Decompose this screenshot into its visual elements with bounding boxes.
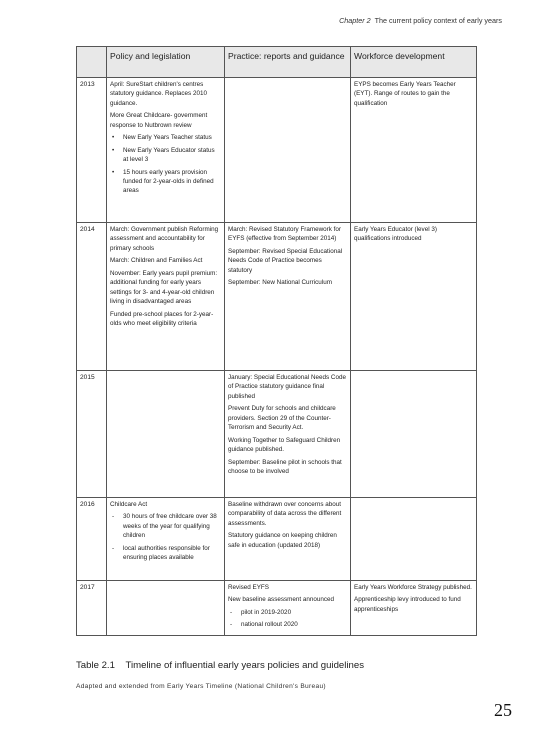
- policy-cell: [107, 78, 225, 223]
- timeline-table: [76, 46, 477, 636]
- list-item: - pilot in 2019-2020: [241, 608, 347, 617]
- bullet-list: [110, 133, 221, 196]
- table-row: [77, 581, 477, 636]
- cell-text: Apprenticeship levy introduced to fund apprenticeships: [354, 596, 461, 613]
- list-item: - 30 hours of free childcare over 38 weeks of the year for qualifying children: [123, 512, 221, 540]
- cell-text: More Great Childcare- government response to Nutbrown review: [110, 112, 208, 129]
- practice-cell: [225, 498, 351, 581]
- table-row: [77, 78, 477, 223]
- practice-cell: [225, 78, 351, 223]
- cell-text: March: Government publish Reforming assessment and accountability for primary schools: [110, 226, 219, 252]
- workforce-cell: [351, 581, 477, 636]
- table-row: [77, 498, 477, 581]
- cell-text: Early Years Workforce Strategy published.: [354, 584, 472, 591]
- workforce-cell: [351, 223, 477, 371]
- cell-text: September: New National Curriculum: [228, 279, 332, 287]
- row-year: 2016: [77, 498, 107, 581]
- cell-text: New baseline assessment announced: [228, 596, 335, 604]
- header-practice: Practice: reports and guidance: [225, 47, 351, 78]
- cell-text: March: Children and Families Act: [110, 257, 203, 265]
- practice-cell: [225, 581, 351, 636]
- practice-cell: [225, 223, 351, 371]
- policy-cell: [107, 498, 225, 581]
- cell-text: September: Revised Special Educational Needs Code of Practice becomes statutory: [228, 247, 343, 274]
- cell-text: November: Early years pupil premium: additional funding for early years settings for 3- and 4-year-old children living in disadvantaged areas: [110, 269, 218, 306]
- list-item: - national rollout 2020: [241, 620, 347, 629]
- page-number: 25: [494, 700, 512, 720]
- cell-text: Revised EYFS: [228, 584, 269, 591]
- table-row: [77, 371, 477, 498]
- cell-text: Baseline withdrawn over concerns about comparability of data across the different assessments.: [228, 501, 342, 527]
- table-header-row: [77, 47, 477, 78]
- cell-text: Childcare Act: [110, 501, 148, 508]
- cell-text: January: Special Educational Needs Code of Practice statutory guidance final published: [228, 374, 346, 400]
- cell-text: April: SureStart children's centres statutory guidance. Replaces 2010 guidance.: [110, 81, 207, 107]
- list-item: - local authorities responsible for ensuring places available: [123, 544, 221, 563]
- dash-list: [228, 608, 347, 630]
- cell-text: Working Together to Safeguard Children guidance published.: [228, 436, 341, 454]
- caption-label: Table 2.1: [76, 660, 115, 671]
- workforce-cell: [351, 78, 477, 223]
- row-year: 2015: [77, 371, 107, 498]
- cell-text: EYPS becomes Early Years Teacher (EYT). Range of routes to gain the qualification: [354, 81, 456, 107]
- running-head-chapter: Chapter 2: [339, 16, 371, 25]
- header-workforce: Workforce development: [351, 47, 477, 78]
- source-note: Adapted and extended from Early Years Timeline (National Children's Bureau): [76, 683, 326, 690]
- list-item: • 15 hours early years provision funded for 2-year-olds in defined areas: [123, 168, 221, 196]
- header-year: [77, 47, 107, 78]
- table-caption: [76, 660, 364, 671]
- table-row: [77, 223, 477, 371]
- row-year: 2017: [77, 581, 107, 636]
- workforce-cell: [351, 498, 477, 581]
- row-year: 2013: [77, 78, 107, 223]
- caption-text: Timeline of influential early years policies and guidelines: [125, 660, 364, 671]
- list-item: • New Early Years Educator status at level 3: [123, 146, 221, 165]
- cell-text: September: Baseline pilot in schools that choose to be involved: [228, 458, 342, 475]
- running-head-title: The current policy context of early years: [374, 16, 502, 25]
- practice-cell: [225, 371, 351, 498]
- dash-list: [110, 512, 221, 562]
- cell-text: Early Years Educator (level 3) qualifications introduced: [354, 226, 437, 243]
- policy-cell: [107, 581, 225, 636]
- cell-text: Prevent Duty for schools and childcare providers. Section 29 of the Counter-Terrorism and Security Act.: [228, 405, 336, 432]
- cell-text: March: Revised Statutory Framework for EYFS (effective from September 2014): [228, 226, 342, 243]
- row-year: 2014: [77, 223, 107, 371]
- header-policy: Policy and legislation: [107, 47, 225, 78]
- list-item: • New Early Years Teacher status: [123, 133, 221, 142]
- policy-cell: [107, 223, 225, 371]
- running-head: [339, 16, 502, 25]
- workforce-cell: [351, 371, 477, 498]
- cell-text: Statutory guidance on keeping children safe in education (updated 2018): [228, 532, 337, 549]
- policy-cell: [107, 371, 225, 498]
- cell-text: Funded pre-school places for 2-year-olds who meet eligibility criteria: [110, 310, 214, 327]
